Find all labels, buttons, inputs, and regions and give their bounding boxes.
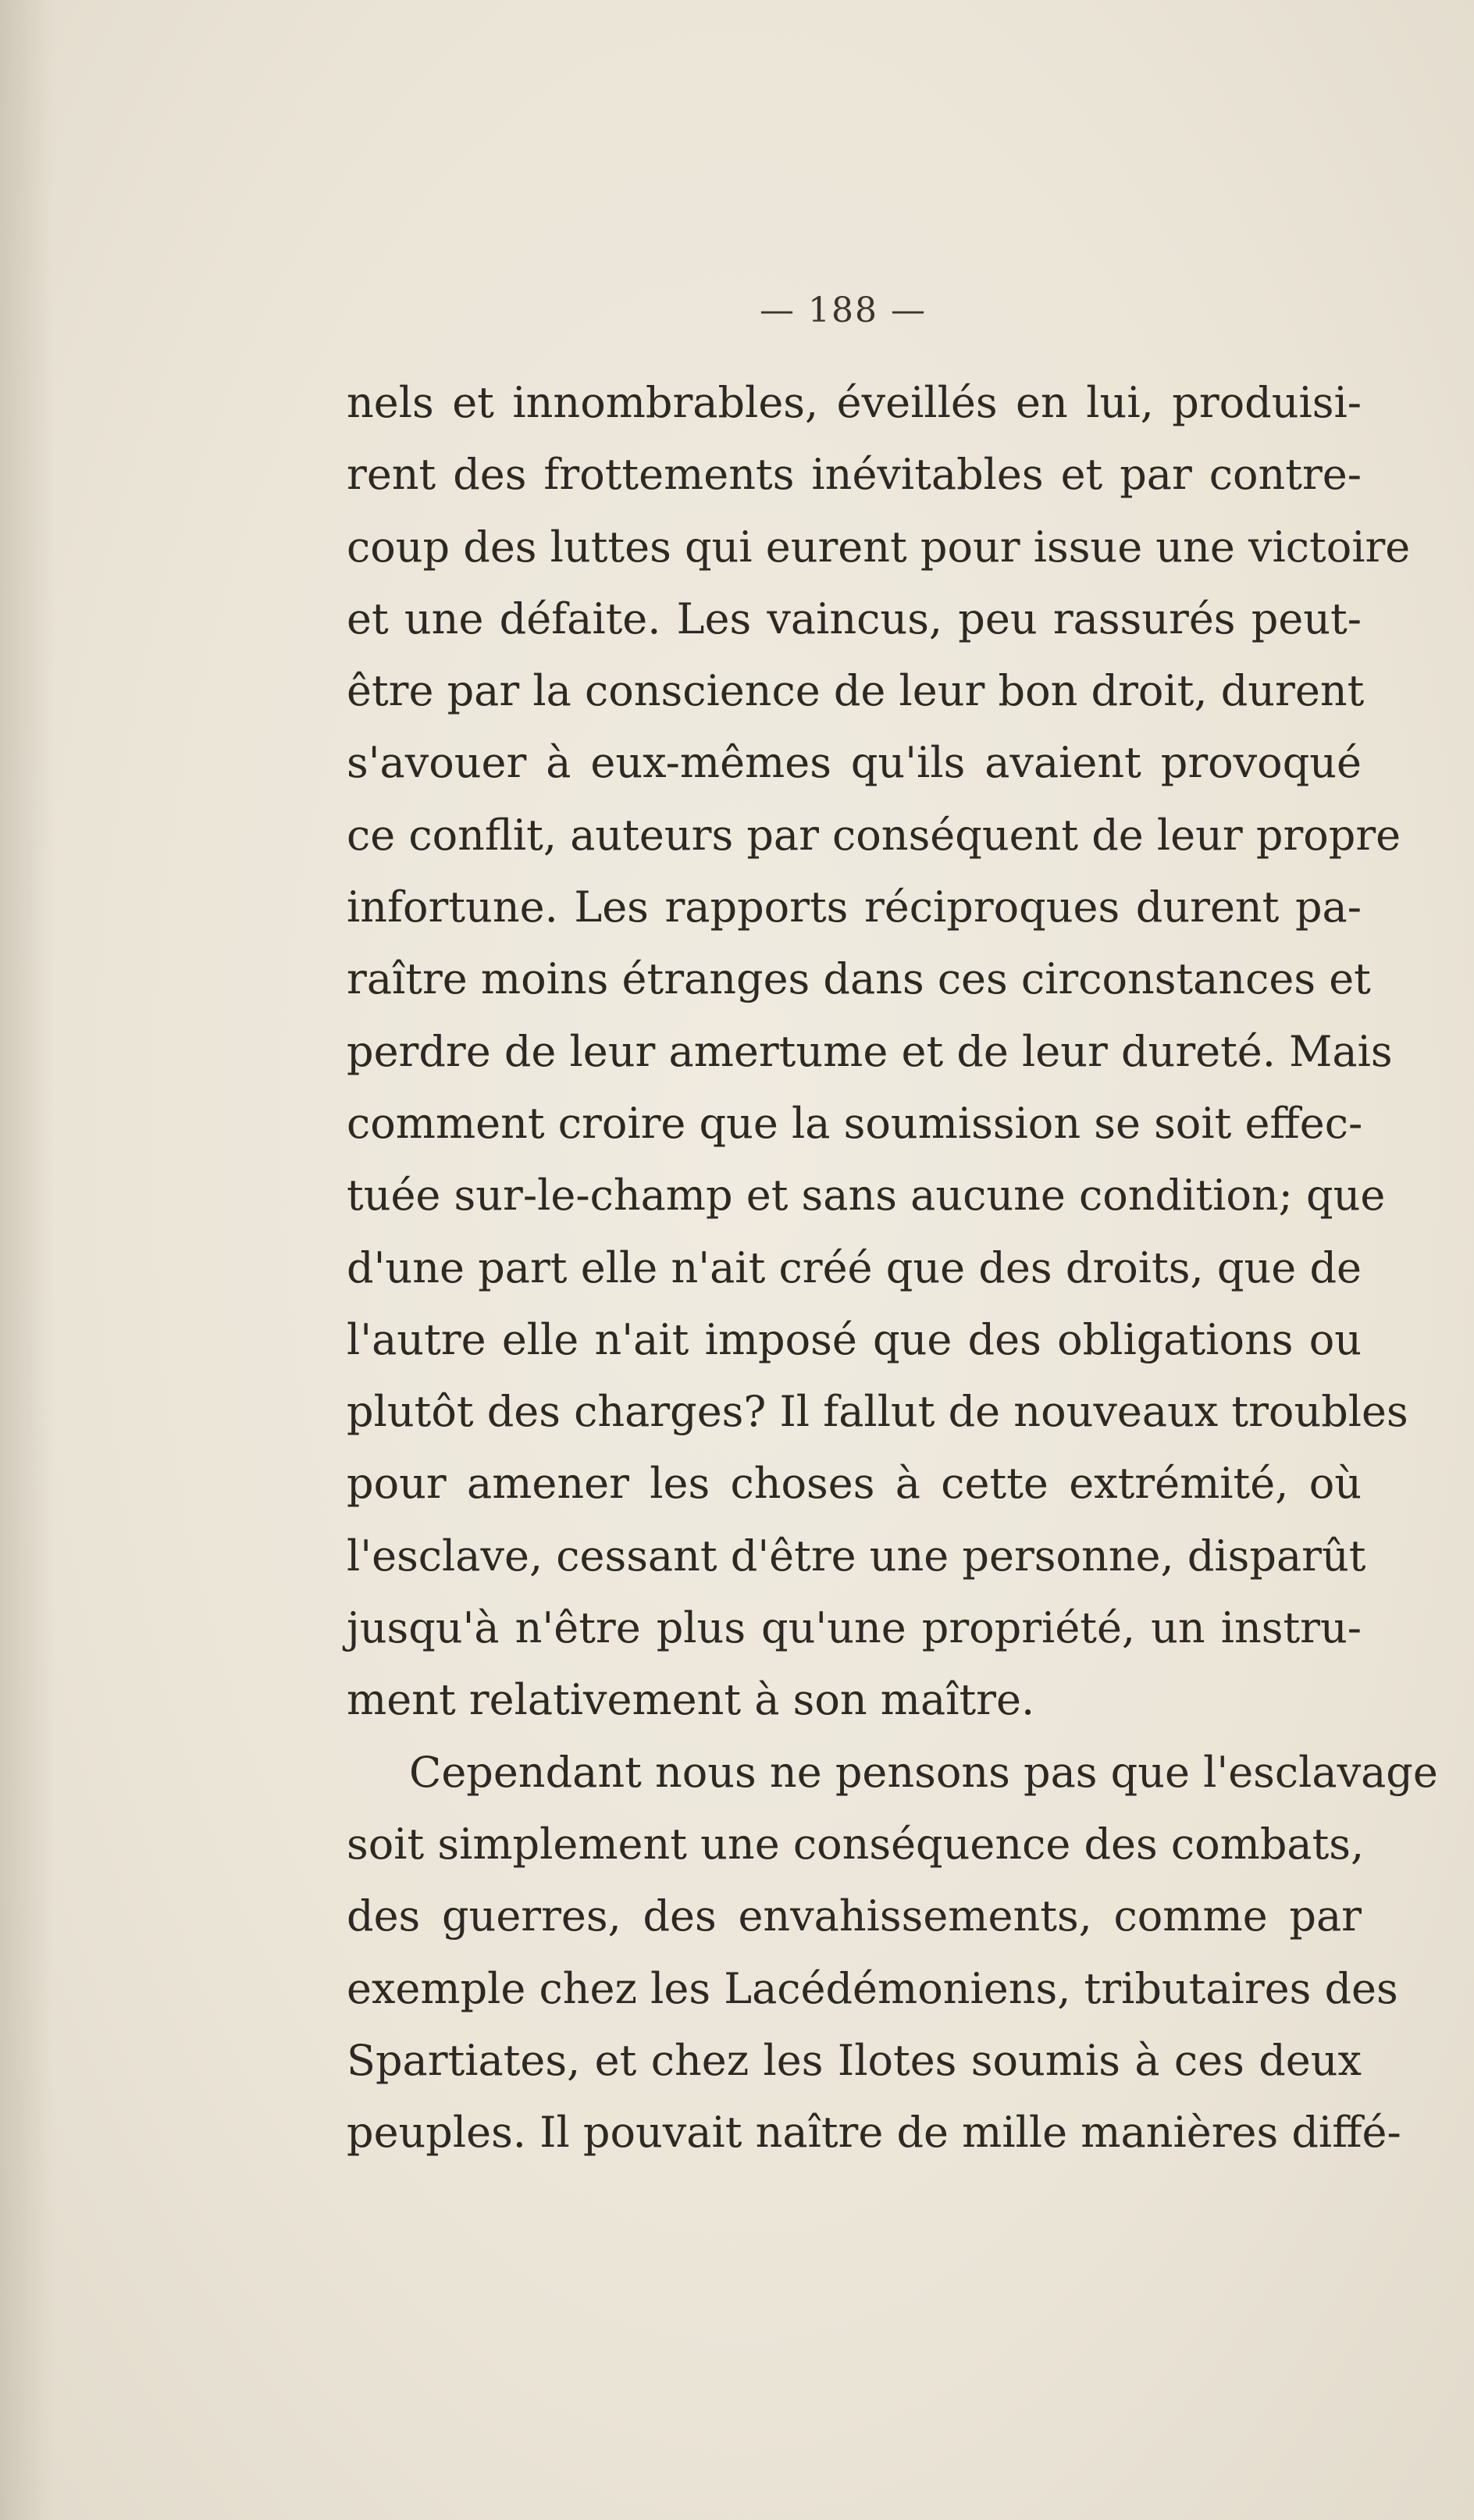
text-line: comment croire que la soumission se soit effec- [347, 1098, 1363, 1148]
text-line: et une défaite. Les vaincus, peu rassurés peut- [347, 593, 1362, 643]
text-line: Spartiates, et chez les Ilotes soumis à ces deux [347, 2035, 1362, 2085]
page-number: — 188 — [760, 290, 927, 330]
text-line: ment relativement à son maître. [347, 1675, 1035, 1725]
text-line: pour amener les choses à cette extrémité, où [347, 1459, 1362, 1509]
text-line: des guerres, des envahissements, comme par [347, 1891, 1362, 1941]
text-line: plutôt des charges? Il fallut de nouveaux troubles [347, 1387, 1408, 1437]
text-line: d'une part elle n'ait créé que des droits, que de [347, 1242, 1362, 1292]
text-line: perdre de leur amertume et de leur dureté. Mais [347, 1026, 1393, 1076]
text-line: ce conflit, auteurs par conséquent de leur propre [347, 810, 1401, 860]
text-line: nels et innombrables, éveillés en lui, produisi- [347, 378, 1362, 427]
paragraph-2 [347, 1737, 1438, 2169]
text-line: raître moins étranges dans ces circonstances et [347, 954, 1371, 1004]
body-text [347, 367, 1438, 2169]
text-line: peuples. Il pouvait naître de mille manières diffé- [347, 2108, 1401, 2158]
paragraph-1 [347, 367, 1411, 1737]
text-line: jusqu'à n'être plus qu'une propriété, un instru- [347, 1603, 1362, 1653]
text-line: soit simplement une conséquence des combats, [347, 1819, 1365, 1869]
text-line: l'esclave, cessant d'être une personne, disparût [347, 1531, 1366, 1581]
text-line: l'autre elle n'ait imposé que des obligations ou [347, 1314, 1362, 1364]
text-line: coup des luttes qui eurent pour issue une victoire [347, 522, 1411, 572]
text-line: tuée sur-le-champ et sans aucune condition; que [347, 1171, 1386, 1221]
text-line: exemple chez les Lacédémoniens, tributaires des [347, 1963, 1398, 2013]
spine-shadow [0, 0, 55, 2520]
text-line: s'avouer à eux-mêmes qu'ils avaient provoqué [347, 738, 1362, 788]
text-line: Cependant nous ne pensons pas que l'esclavage [409, 1747, 1438, 1797]
text-line: être par la conscience de leur bon droit, durent [347, 666, 1365, 716]
text-line: rent des frottements inévitables et par contre- [347, 450, 1362, 500]
text-line: infortune. Les rapports réciproques durent pa- [347, 882, 1362, 932]
